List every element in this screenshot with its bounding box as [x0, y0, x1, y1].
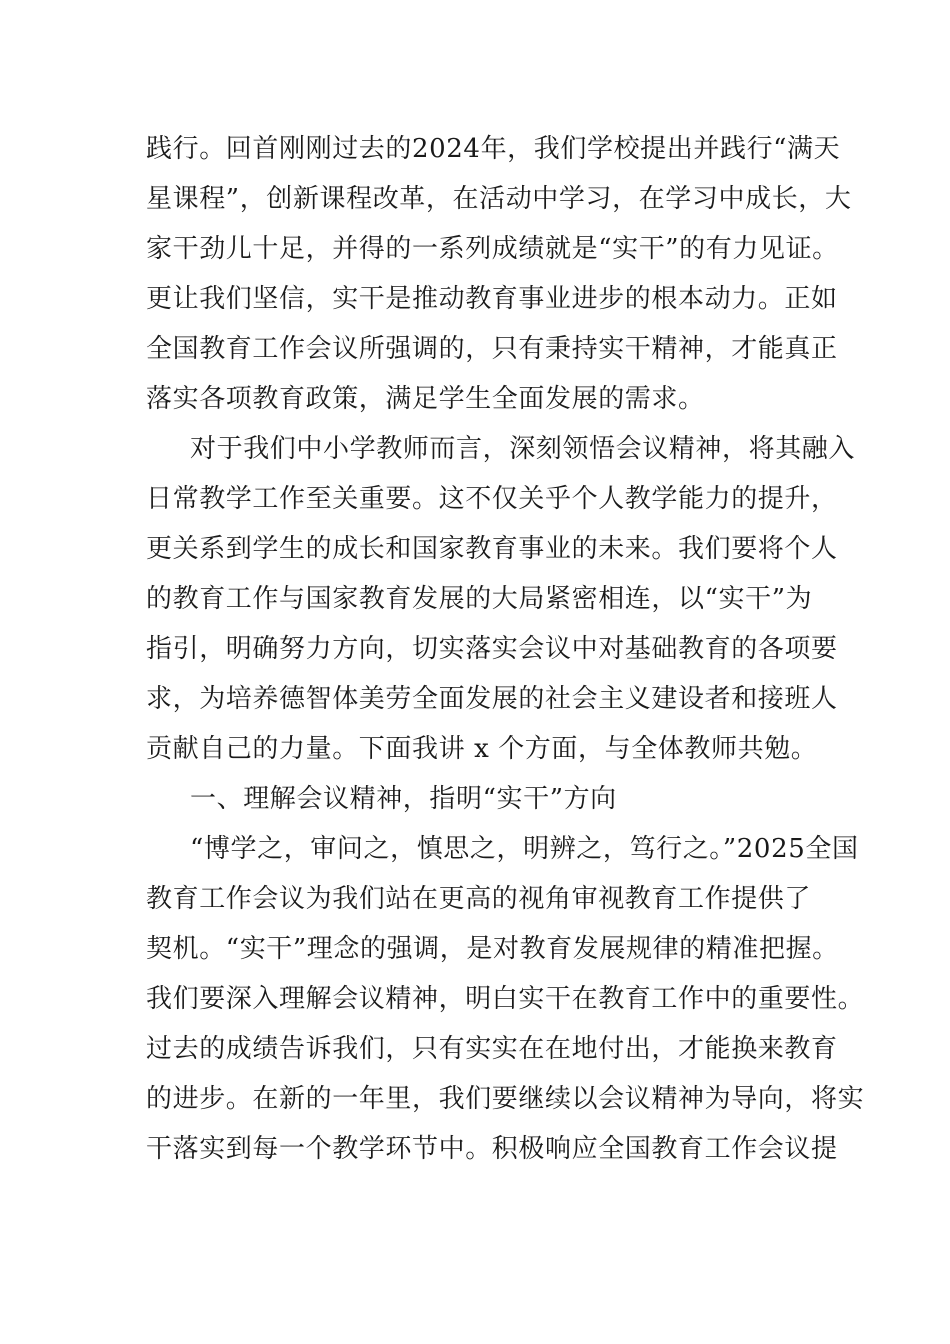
text-line: 契机。“实干”理念的强调，是对教育发展规律的精准把握。 — [146, 934, 839, 964]
text-line: 更关系到学生的成长和国家教育事业的未来。我们要将个人 — [146, 534, 838, 564]
text-line: 践行。回首刚刚过去的2024年，我们学校提出并践行“满天 — [146, 134, 841, 164]
text-line: 教育工作会议为我们站在更高的视角审视教育工作提供了 — [146, 884, 812, 914]
text-line: 落实各项教育政策，满足学生全面发展的需求。 — [146, 384, 705, 414]
text-line: 的进步。在新的一年里，我们要继续以会议精神为导向，将实 — [146, 1084, 865, 1114]
text-line: 家干劲儿十足，并得的一系列成绩就是“实干”的有力见证。 — [146, 234, 839, 264]
text-line: 更让我们坚信，实干是推动教育事业进步的根本动力。正如 — [146, 284, 838, 314]
text-line: 指引，明确努力方向，切实落实会议中对基础教育的各项要 — [146, 634, 838, 664]
text-line: 全国教育工作会议所强调的，只有秉持实干精神，才能真正 — [146, 334, 838, 364]
text-line: 贡献自己的力量。下面我讲 x 个方面，与全体教师共勉。 — [146, 734, 818, 764]
text-line: 干落实到每一个教学环节中。积极响应全国教育工作会议提 — [146, 1134, 838, 1164]
text-line: 求，为培养德智体美劳全面发展的社会主义建设者和接班人 — [146, 684, 838, 714]
paragraph-first-line: “博学之，审问之，慎思之，明辨之，笃行之。”2025全国 — [190, 834, 859, 864]
text-line: 日常教学工作至关重要。这不仅关乎个人教学能力的提升， — [146, 484, 838, 514]
text-line: 的教育工作与国家教育发展的大局紧密相连，以“实干”为 — [146, 584, 813, 614]
text-line: 过去的成绩告诉我们，只有实实在在地付出，才能换来教育 — [146, 1034, 838, 1064]
text-line: 我们要深入理解会议精神，明白实干在教育工作中的重要性。 — [146, 984, 865, 1014]
section-heading: 一、理解会议精神，指明“实干”方向 — [190, 784, 617, 814]
paragraph-first-line: 对于我们中小学教师而言，深刻领悟会议精神，将其融入 — [190, 434, 856, 464]
text-line: 星课程”，创新课程改革，在活动中学习，在学习中成长，大 — [146, 184, 852, 214]
